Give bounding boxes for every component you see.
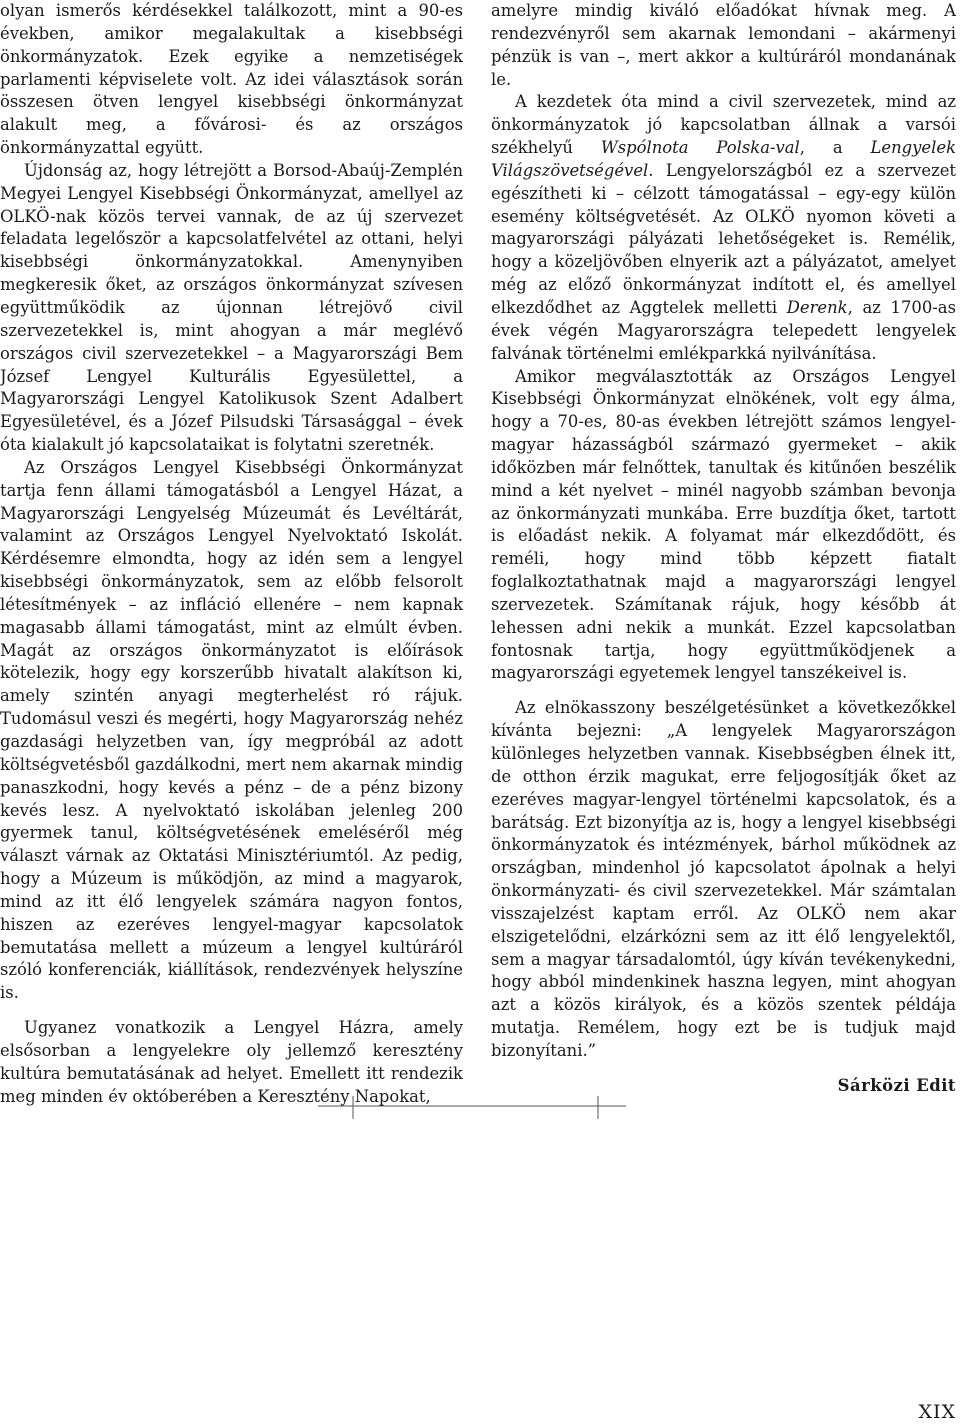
paragraph-young-generation: Amikor megválasztották az Országos Lengyel Kisebbségi Önkormányzat elnökének, volt egy álma, hogy a 70-es, 80-as években létrejött számos lengyel-magyar házasságból származó gyermeket – akik időközben már felnőttek, tanultak és kitűnően beszélik mind a két nyelvet – minél nagyobb számban bevonja az önkormányzati munkába. Erre buzdítja őket, tartott is előadást nekik. A folyamat már elkezdődött, és reméli, hogy mind több képzett fiatalt foglalkoztathatnak majd a magyarországi lengyel szervezetek. Számítanak rájuk, hogy később át lehessen adni nekik a munkát. Ezzel kapcsolatban fontosnak tartja, hogy együttműködjenek a magyarországi egyetemek lengyel tanszékeivel is.	[491, 366, 956, 683]
page-number: XIX	[918, 1401, 956, 1423]
text-segment: . Lengyelországból ez a szervezet egészítheti ki – célzott támogatással – egy-egy külön esemény költségvetését. Az OLKÖ nyomon követi a magyarországi pályázati lehetőségeket is. Remélik, hogy a közeljövőben elnyerik azt a pályázatot, amelyet még az előző önkormányzat indított el, és amellyel elkezdődhet az Aggtelek melletti	[491, 160, 956, 317]
paragraph-closing-quote: Az elnökasszony beszélgetésünket a következőkkel kívánta bejezni: „A lengyelek Magyarországon különleges helyzetben vannak. Kisebbségben élnek itt, de otthon érzik magukat, erre feljogosítják őket az ezeréves magyar-lengyel történelmi kapcsolatok, és a barátság. Ezt bizonyítja az is, hogy a lengyel kisebbségi önkormányzatok és intézmények, bárhol működnek az országban, mindenhol jó kapcsolatot ápolnak a helyi önkormányzati- és civil szervezetekkel. Már számtalan visszajelzést kaptam erről. Az OLKÖ nem akar elszigetelődni, elzárkózni sem az itt élő lengyelektől, sem a magyar társadalomtól, úgy kíván tevékenykedni, hogy abból mindenkinek hasznа legyen, mint ahogyan azt a közös királyok, és a közös szentek példája mutatja. Remélem, hogy ezt be is tudjuk majd bizonyítani.”	[491, 698, 956, 1060]
organization-name: Wspólnota Polska-val	[600, 138, 800, 158]
left-column	[0, 0, 463, 1109]
organization-name: Lengyelek Világszövetségével	[491, 138, 956, 180]
text-segment: , a	[799, 138, 871, 158]
paragraph-borsod-self-government: Újdonság az, hogy létrejött a Borsod-Abaúj-Zemplén Megyei Lengyel Kisebbségi Önkormányzat, amellyel az OLKÖ-nak közös tervei vannak, de az új szervezet feladata legelőször a kapcsolatfelvétel az ottani, helyi kisebbségi önkormányzatokkal. Amenynyiben megkeresik őket, az országos önkormányzat szívesen együttműködik az újonnan létrejövő civil szervezetekkel is, mint ahogyan a már meglévő országos civil szervezetekkel – a Magyarországi Bem József Lengyel Kulturális Egyesülettel, a Magyarországi Lengyel Katolikusok Szent Adalbert Egyesületével, és a Józef Pilsudski Társasággal – évek óta kialakult jó kapcsolataikat is folytatni szeretnék.	[0, 160, 463, 455]
paragraph-polish-house: Ugyanez vonatkozik a Lengyel Házra, amely elsősorban a lengyelekre oly jellemző keresztény kultúra bemutatásának ad helyet. Emellett itt rendezik meg minden év októberében a Keresztény Napokat,	[0, 1018, 463, 1106]
author-signature: Sárközi Edit	[837, 1075, 956, 1095]
text-segment: A kezdetek óta mind a civil szervezetek, mind az önkormányzatok jó kapcsolatban állnak a varsói székhelyű	[491, 92, 956, 158]
paragraph-institutions-funding: Az Országos Lengyel Kisebbségi Önkormányzat tartja fenn állami támogatásból a Lengyel Házat, a Magyarországi Lengyelség Múzeumát és Levéltárát, valamint az Országos Lengyel Nyelvoktató Iskolát. Kérdésemre elmondta, hogy az idén sem a lengyel kisebbségi önkormányzatok, sem az előbb felsorolt létesítmények – az infláció ellenére – nem kapnak magasabb állami támogatást, mint az elmúlt évben. Magát az országos önkormányzatot is előírások kötelezik, hogy egy korszerűbb hivatalt alakítson ki, amely szintén anyagi megterhelést ró rájuk. Tudomásul veszi és megérti, hogy Magyarország nehéz gazdasági helyzetben van, így megpróbál az adott költségvetésből gazdálkodni, mert nem akarnak mindig panaszkodni, hogy kevés a pénz – de a pénz bizony kevés lesz. A nyelvoktató iskolában jelenleg 200 gyermek tanul, költségvetésének emeléséről még választ várnak az Oktatási Minisztériumtól. Az pedig, hogy a Múzeum is működjön, az mind a magyarok, mind az itt élő lengyelek számára nagyon fontos, hiszen az ezeréves lengyel-magyar kapcsolatok bemutatása mellett a múzeum a lengyel kultúráról szóló konferenciák, kiállítások, rendezvények helyszíne is.	[0, 457, 463, 1003]
paragraph-continuation: olyan ismerős kérdésekkel találkozott, mint a 90-es években, amikor megalakultak a kisebbségi önkormányzatok. Ezek egyike a nemzetiségek parlamenti képviselete volt. Az idei választások során összesen ötven lengyel kisebbségi önkormányzat alakult meg, a fővárosi- és az országos önkormányzattal együtt.	[0, 1, 463, 158]
place-name: Derenk	[786, 297, 848, 317]
right-column	[491, 0, 956, 1098]
paragraph-civil-relations	[491, 91, 956, 365]
text-segment: , az 1700-as évek végén Magyarországra telepedett lengyelek falvának történelmi emlékparkká nyilvánítása.	[491, 297, 956, 363]
paragraph-christian-days: amelyre mindig kiváló előadókat hívnak meg. A rendezvényről sem akarnak lemondani – akármenyi pénzük is van –, mert akkor a kultúráról mondanának le.	[491, 1, 956, 89]
